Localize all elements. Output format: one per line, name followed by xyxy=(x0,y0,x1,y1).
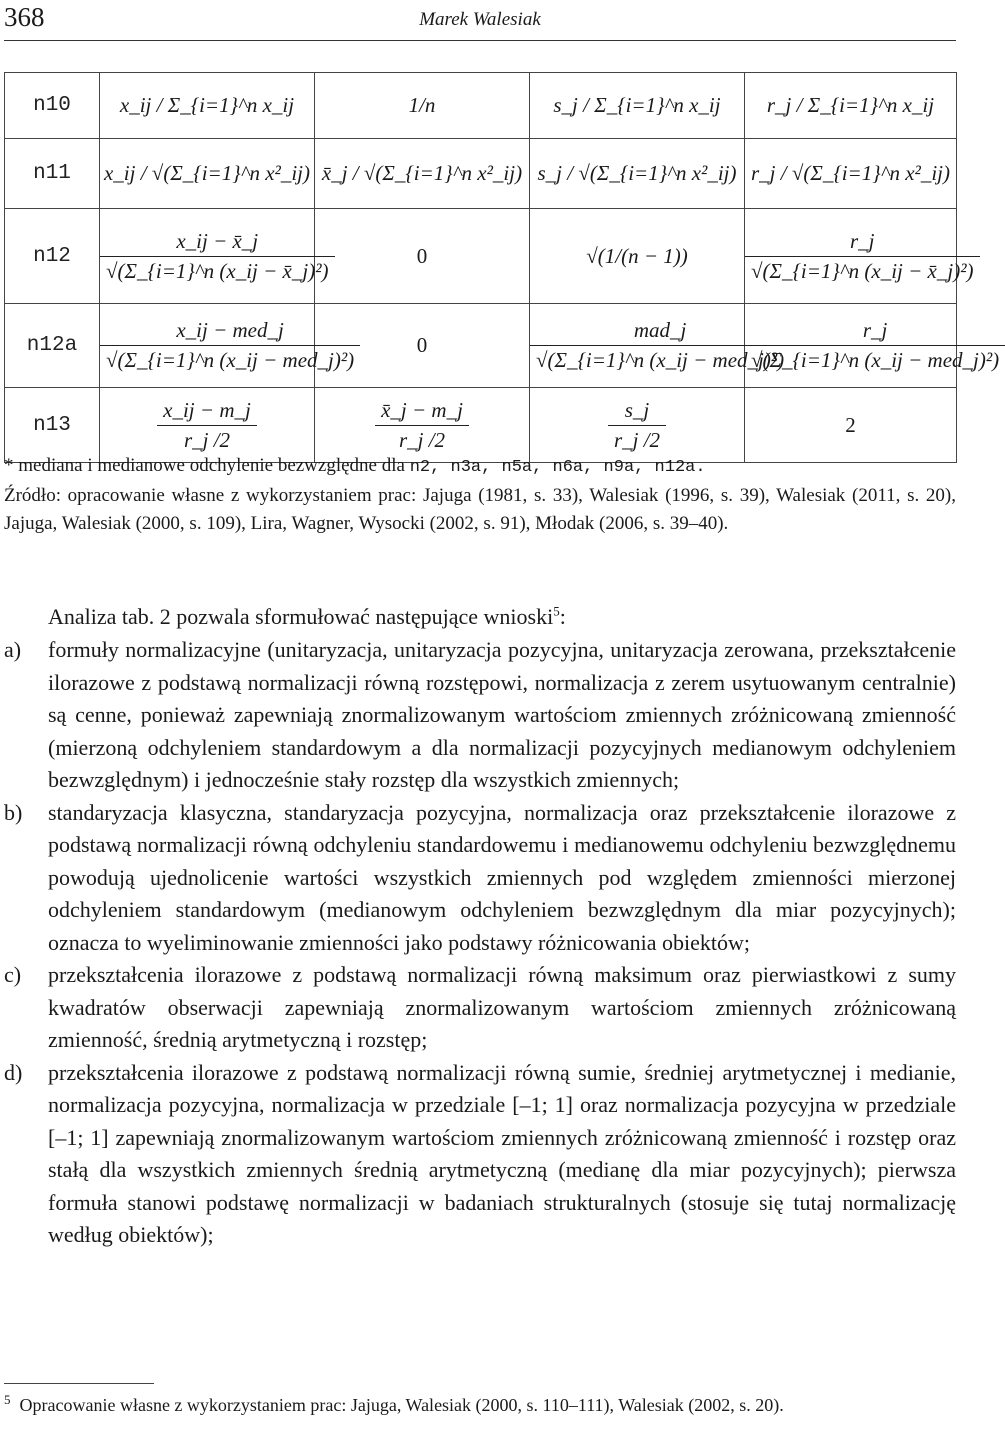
fraction xyxy=(375,398,469,453)
conclusions-list xyxy=(4,634,956,1252)
formula-code: n12a xyxy=(5,304,100,388)
list-marker: d) xyxy=(4,1059,23,1085)
footnote-rule xyxy=(4,1383,154,1384)
list-text: standaryzacja klasyczna, standaryzacja pozycyjna, normalizacja oraz przekształcenie ilorazowe z podstawą normalizacji równą odchyleniu standardowemu i medianowemu odchyleniu bezwzględnemu powodują ujednolicenie wartości wszystkich zmiennych pod względem zmienności mierzonej odchyleniem standardowym (medianowym odchyleniem bezwzględnym dla miar pozycyjnych); oznacza to wyeliminowanie zmienności jako podstawy różnicowania obiektów; xyxy=(48,799,956,955)
formula-cell xyxy=(745,139,957,209)
formula-code: n11 xyxy=(5,139,100,209)
denominator: r_j /2 xyxy=(613,427,661,452)
page-number: 368 xyxy=(4,2,45,32)
list-text: przekształcenia ilorazowe z podstawą normalizacji równą maksimum oraz pierwiastkowi z sumy kwadratów obserwacji zapewniają znormalizowanym wartościom zmiennych zróżnicowaną zmienność, średnią arytmetyczną i rozstęp; xyxy=(48,962,956,1052)
denominator: √(Σ_{i=1}^n (x_ij − med_j)²) xyxy=(751,348,1000,372)
list-text: formuły normalizacyjne (unitaryzacja, unitaryzacja pozycyjna, unitaryzacja zerowana, przekształcenie ilorazowe z podstawą normalizacji równą rozstępowi, normalizacja z zerem usytuowanym centralnie) są cenne, ponieważ zapewniają znormalizowanym wartościom zmiennych zróżnicowaną zmienność (mierzoną odchyleniem standardowym a dla normalizacji pozycyjnych medianowym odchyleniem bezwzględnym) i jednocześnie stały rozstęp dla wszystkich zmiennych; xyxy=(48,637,956,792)
footnote-text: Opracowanie własne z wykorzystaniem prac: Jajuga, Walesiak (2000, s. 110–111), Walesiak (2002, s. 20). xyxy=(19,1395,784,1415)
formula-cell xyxy=(315,139,530,209)
list-marker: b) xyxy=(4,799,23,825)
page-header xyxy=(0,0,960,44)
formula-table xyxy=(4,72,1000,463)
numerator: x_ij − m_j xyxy=(157,398,257,426)
list-item xyxy=(4,959,956,1057)
formula-expression: √(1/(n − 1)) xyxy=(586,243,688,268)
numerator: x_ij − med_j xyxy=(100,318,360,346)
numerator: r_j xyxy=(745,318,1005,346)
list-item xyxy=(4,1057,956,1252)
formula-expression: r_j / √(Σ_{i=1}^n x²_ij) xyxy=(750,161,951,185)
formula-expression: s_j / √(Σ_{i=1}^n x²_ij) xyxy=(537,161,737,185)
fraction xyxy=(745,229,980,284)
source-note: Źródło: opracowanie własne z wykorzystaniem prac: Jajuga (1981, s. 33), Walesiak (1996, s. 39), Walesiak (2011, s. 20), Jajuga, Walesiak (2000, s. 109), Lira, Wagner, Wysocki (2002, s. 91), Młodak (2006, s. 39–40). xyxy=(4,485,956,534)
denominator: √(Σ_{i=1}^n (x_ij − med_j)²) xyxy=(536,348,785,372)
formula-row xyxy=(5,209,957,304)
fraction xyxy=(157,398,257,453)
formula-expression: 0 xyxy=(416,333,428,357)
formula-expression: s_j / Σ_{i=1}^n x_ij xyxy=(553,93,721,117)
list-marker: c) xyxy=(4,962,22,987)
formula-cell xyxy=(315,209,530,304)
denominator: √(Σ_{i=1}^n (x_ij − med_j)²) xyxy=(106,348,355,372)
formula-cell xyxy=(100,209,329,304)
formula-cell xyxy=(315,73,530,139)
formula-row xyxy=(5,139,957,209)
formula-cell xyxy=(530,139,745,209)
fraction xyxy=(745,318,1005,373)
formula-code: n12 xyxy=(5,209,100,304)
footnote xyxy=(4,1392,956,1419)
formula-expression: 0 xyxy=(416,243,428,268)
footnote-ref: 5 xyxy=(553,603,560,619)
denominator: √(Σ_{i=1}^n (x_ij − x̄_j)²) xyxy=(751,258,974,283)
numerator: r_j xyxy=(745,229,980,257)
denominator: √(Σ_{i=1}^n (x_ij − x̄_j)²) xyxy=(106,258,329,283)
list-item xyxy=(4,797,956,960)
header-rule xyxy=(4,40,956,41)
formula-expression: x_ij / Σ_{i=1}^n x_ij xyxy=(119,93,295,117)
denominator: r_j /2 xyxy=(398,427,446,452)
table-notes xyxy=(4,452,956,538)
formula-cell xyxy=(530,209,745,304)
numerator: x_ij − x̄_j xyxy=(100,229,335,257)
formula-cell xyxy=(100,139,315,209)
denominator: r_j /2 xyxy=(183,427,231,452)
fraction xyxy=(608,398,666,453)
formula-cell xyxy=(745,304,1000,388)
formula-cell xyxy=(530,73,745,139)
formula-row xyxy=(5,73,957,139)
formula-code: n10 xyxy=(5,73,100,139)
formula-row xyxy=(5,304,957,388)
formula-cell xyxy=(100,73,315,139)
formula-expression: x_ij / √(Σ_{i=1}^n x²_ij) xyxy=(103,161,310,185)
formula-expression: 1/n xyxy=(408,93,436,117)
numerator: s_j xyxy=(608,398,666,426)
numerator: mad_j xyxy=(530,318,790,346)
intro-paragraph: Analiza tab. 2 pozwala sformułować następujące wnioski$^5$: xyxy=(48,603,566,629)
formula-cell xyxy=(745,73,957,139)
running-head: Marek Walesiak xyxy=(419,9,541,30)
formula-expression: r_j / Σ_{i=1}^n x_ij xyxy=(766,93,935,117)
asterisk-note: * mediana i medianowe odchylenie bezwzględne dla n2, n3a, n5a, n6a, n9a, n12a. xyxy=(4,455,706,477)
fraction xyxy=(100,229,335,284)
formula-cell xyxy=(100,304,355,388)
list-marker: a) xyxy=(4,637,22,662)
formula-cell xyxy=(745,209,974,304)
formula-cell xyxy=(530,304,785,388)
list-text: przekształcenia ilorazowe z podstawą normalizacji równą sumie, średniej arytmetycznej i medianie, normalizacja pozycyjna, normalizacja w przedziale [–1; 1] oraz normalizacja pozycyjna w przedziale [–1; 1] zapewniają znormalizowanym wartościom zmiennych zróżnicowaną zmienność i rozstęp oraz stałą dla wszystkich zmiennych średnią arytmetyczną (medianę dla miar pozycyjnych); pierwsza formuła stanowi podstawę normalizacji w badaniach strukturalnych (stosuje się tutaj normalizację według obiektów); xyxy=(48,1059,956,1247)
list-item xyxy=(4,634,956,797)
numerator: x̄_j − m_j xyxy=(375,398,469,426)
formula-expression: 2 xyxy=(845,412,856,437)
formula-expression: x̄_j / √(Σ_{i=1}^n x²_ij) xyxy=(321,161,523,185)
footnote-number: 5 xyxy=(4,1392,11,1407)
formula-code: n13 xyxy=(5,388,100,463)
fraction xyxy=(100,318,360,373)
